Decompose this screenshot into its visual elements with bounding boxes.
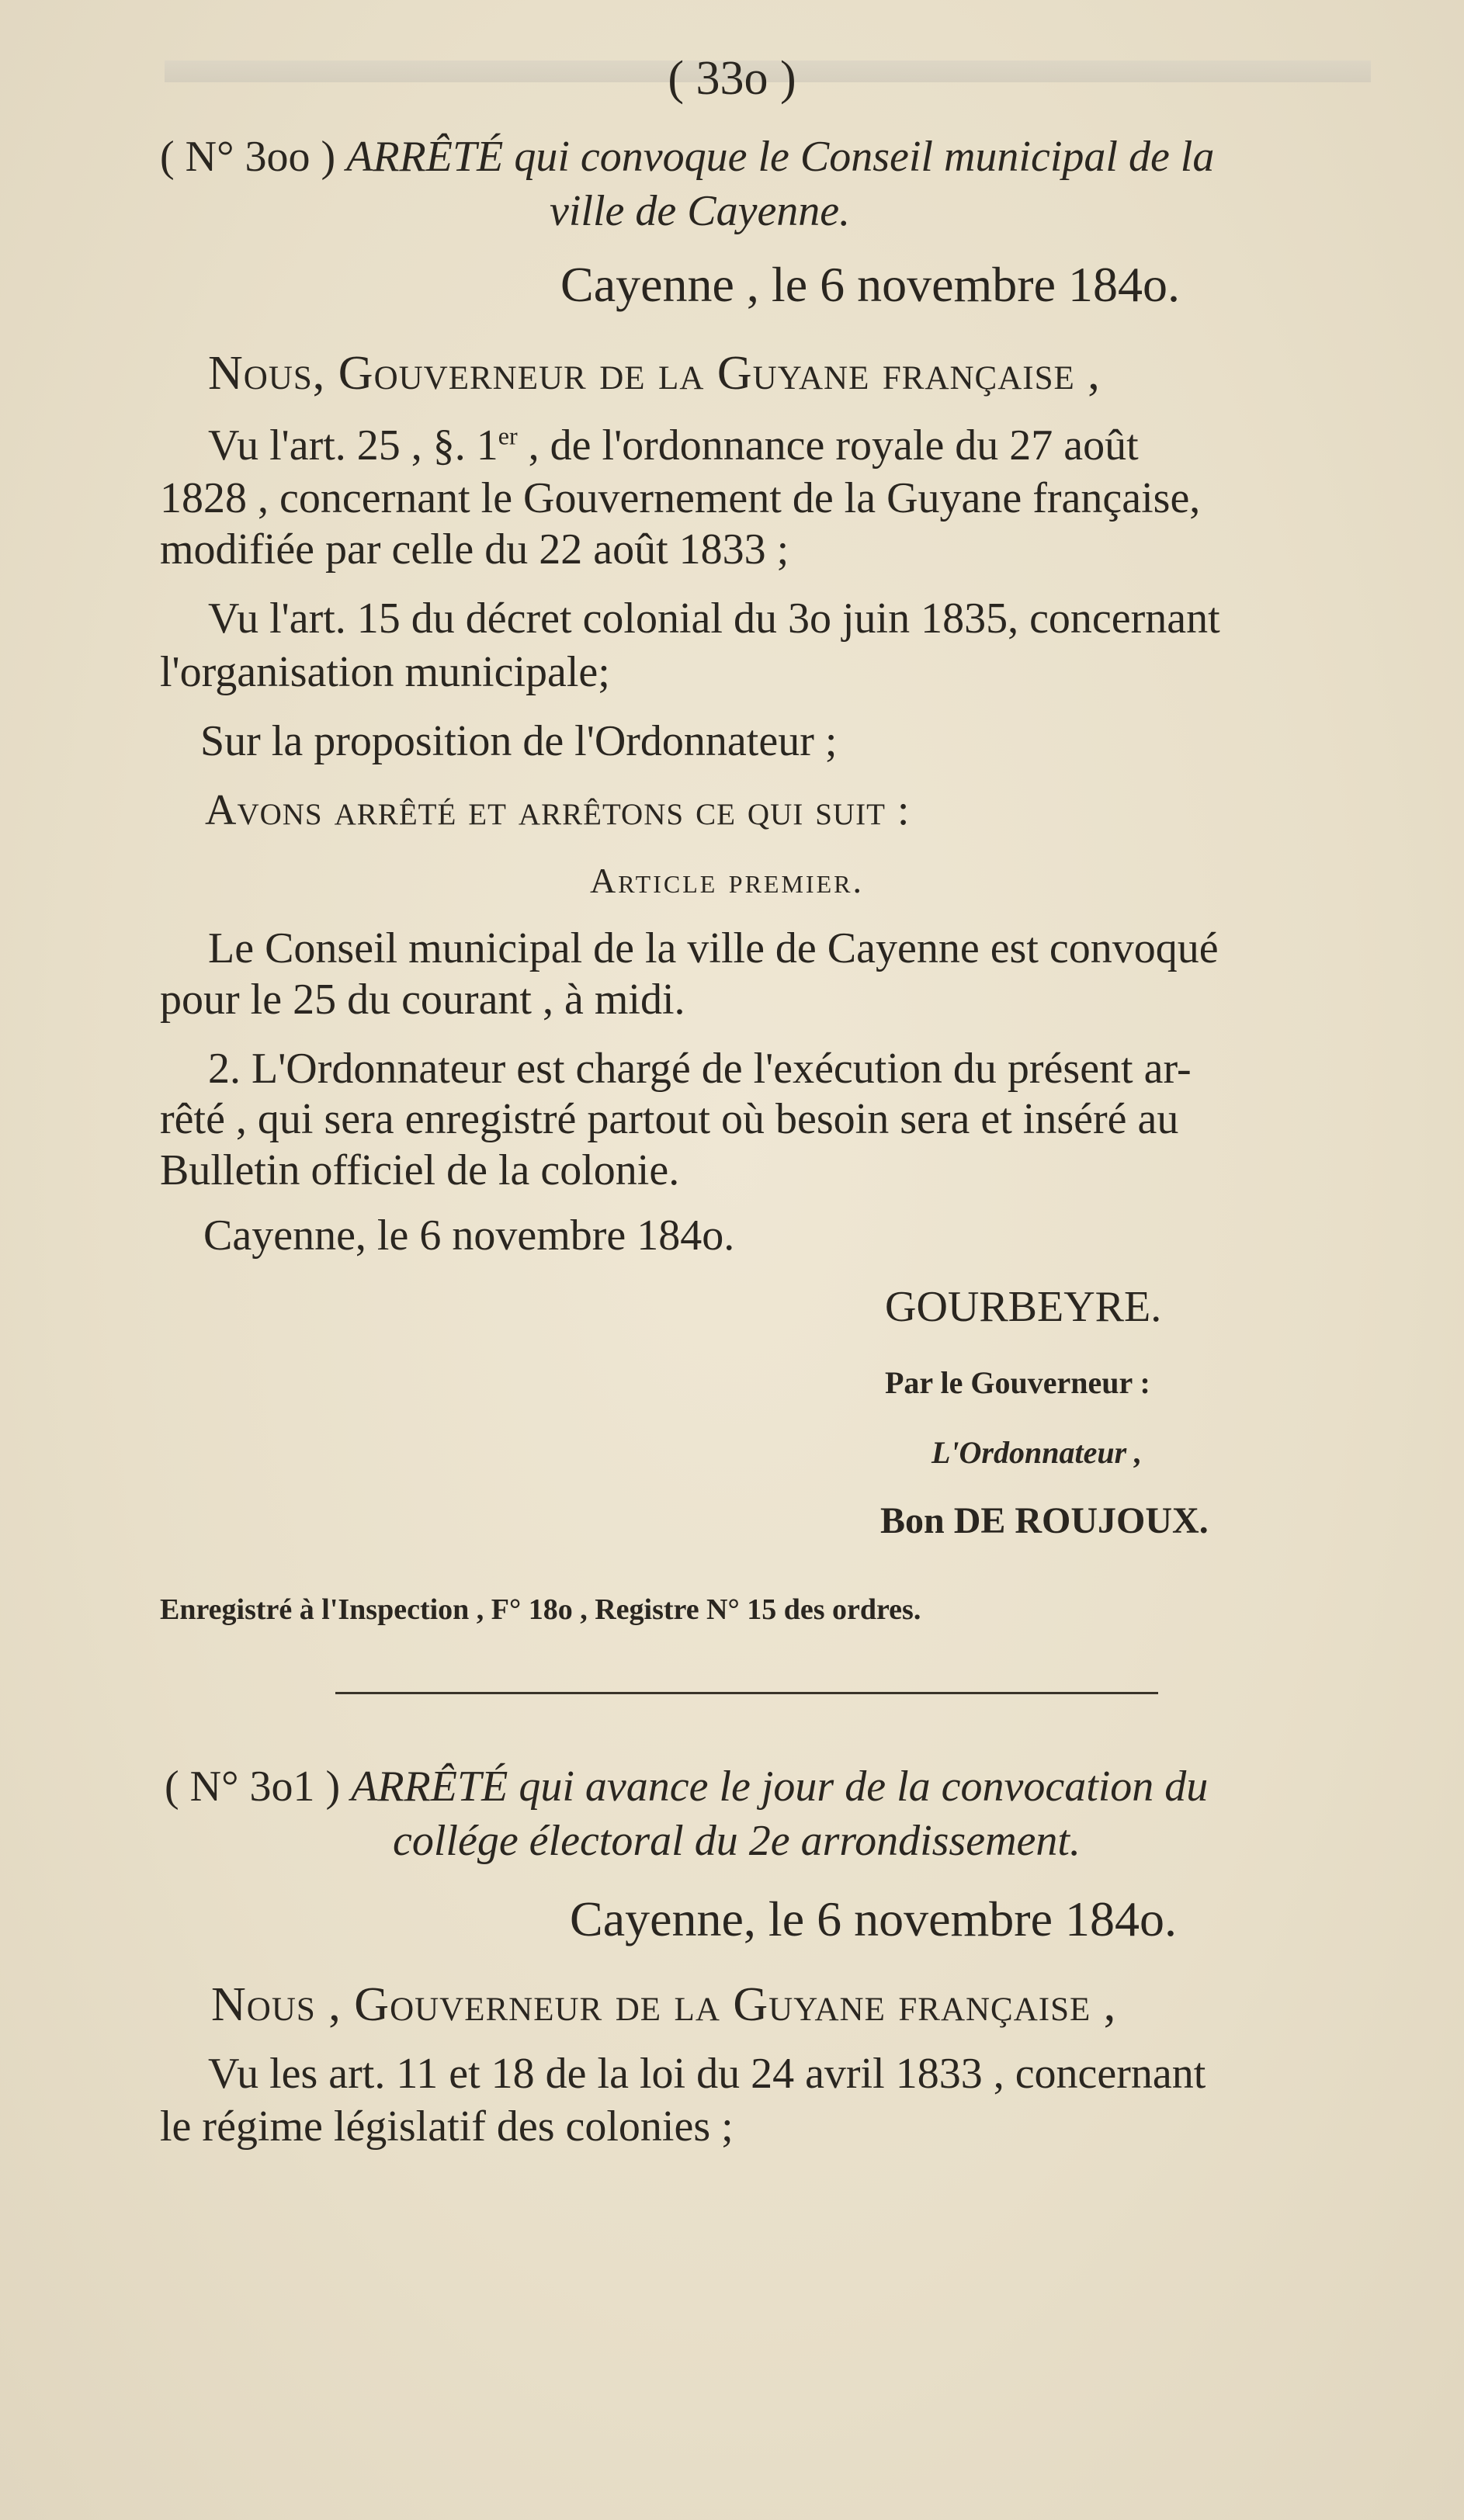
vu1-text: Vu l'art. 25 , §. 1 (208, 421, 498, 470)
decree-300-vu1-line2: 1828 , concernant le Gouvernement de la Guyane française, (160, 474, 1201, 522)
vu1-text-rest: , de l'ordonnance royale du 27 août (528, 421, 1139, 470)
decree-300-vu1-line1 (208, 421, 1372, 470)
decree-300-title-line1 (160, 132, 1371, 182)
decree-301-vu1-line1: Vu les art. 11 et 18 de la loi du 24 avril 1833 , concernant (208, 2050, 1206, 2098)
decree-300-vu1-line3: modifiée par celle du 22 août 1833 ; (160, 525, 789, 574)
decree-300-art2-line2: rêté , qui sera enregistré partout où besoin sera et inséré au (160, 1095, 1179, 1143)
separator-rule (335, 1692, 1158, 1694)
decree-300-art2-line3: Bulletin officiel de la colonie. (160, 1146, 680, 1194)
decree-300-art1-line2: pour le 25 du courant , à midi. (160, 976, 685, 1024)
decree-301-vu1-line2: le régime législatif des colonies ; (160, 2102, 734, 2151)
article-heading: Article premier. (590, 861, 864, 900)
page-number: ( 33o ) (668, 52, 796, 105)
decree-301-title: ARRÊTÉ qui avance le jour de la convocation du (351, 1763, 1209, 1811)
decree-300-title: ARRÊTÉ qui convoque le Conseil municipal de la (346, 133, 1215, 181)
decree-300-art2-line1: 2. L'Ordonnateur est chargé de l'exécution du présent ar- (208, 1045, 1192, 1093)
decree-301-title-line1 (165, 1762, 1376, 1811)
signature-gourbeyre: GOURBEYRE. (885, 1283, 1162, 1331)
vu1-superscript: er (498, 421, 518, 450)
decree-300-opening: Nous, Gouverneur de la Guyane française , (208, 347, 1101, 400)
decree-300-number: ( N° 3oo ) (160, 133, 336, 181)
decree-300-title-line2: ville de Cayenne. (550, 187, 851, 235)
decree-301-title-line2: collége électoral du 2e arrondissement. (393, 1817, 1081, 1865)
decree-300-art1-line1: Le Conseil municipal de la ville de Cayenne est convoqué (208, 924, 1219, 972)
decree-300-vu2-line1: Vu l'art. 15 du décret colonial du 3o juin 1835, concernant (208, 594, 1220, 643)
decree-300-vu2-line2: l'organisation municipale; (160, 648, 610, 696)
decree-300-closing-date: Cayenne, le 6 novembre 184o. (203, 1211, 735, 1260)
decree-301-dateline: Cayenne, le 6 novembre 184o. (570, 1891, 1177, 1946)
registration-note: Enregistré à l'Inspection , F° 18o , Registre N° 15 des ordres. (160, 1593, 921, 1626)
decree-300-avons: Avons arrêté et arrêtons ce qui suit : (205, 786, 911, 834)
par-le-gouverneur: Par le Gouverneur : (885, 1365, 1150, 1400)
decree-301-opening: Nous , Gouverneur de la Guyane française , (211, 1978, 1117, 2031)
decree-301-number: ( N° 3o1 ) (165, 1763, 341, 1811)
decree-300-dateline: Cayenne , le 6 novembre 184o. (560, 257, 1180, 312)
ordonnateur-title: L'Ordonnateur , (931, 1435, 1143, 1470)
ordonnateur-name: Bon DE ROUJOUX. (880, 1500, 1209, 1541)
decree-300-proposition: Sur la proposition de l'Ordonnateur ; (200, 717, 838, 765)
